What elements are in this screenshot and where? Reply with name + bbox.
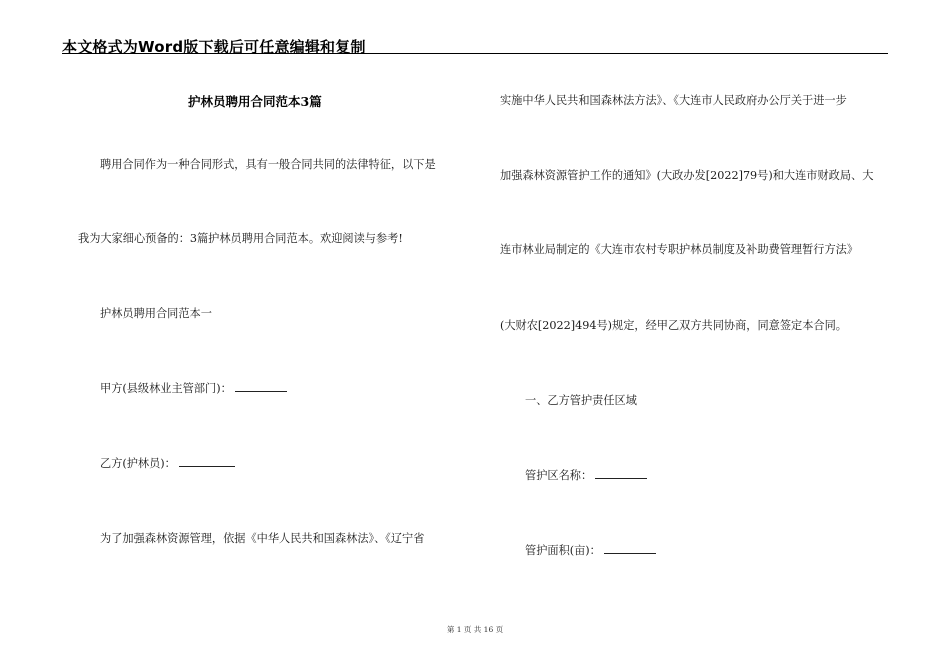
section-title-contract-1: 护林员聘用合同范本一 [100,307,212,320]
party-a-label: 甲方(县级林业主管部门)： [100,382,232,395]
area-size-label: 管护面积(亩)： [525,544,601,557]
area-size-blank [604,543,656,554]
party-b-label: 乙方(护林员)： [100,457,176,470]
area-size-field [525,542,656,558]
document-title: 护林员聘用合同范本3篇 [188,94,322,109]
intro-line-2: 我为大家细心预备的：3篇护林员聘用合同范本。欢迎阅读与参考! [78,232,403,245]
clause-1-heading: 一、乙方管护责任区域 [525,394,637,407]
party-a-blank [235,381,287,392]
party-a-field [100,380,287,396]
legal-basis-line-5: (大财农[2022]494号)规定，经甲乙双方共同协商，同意签定本合同。 [500,319,847,332]
area-name-blank [595,468,647,479]
legal-basis-line-3: 加强森林资源管护工作的通知》(大政办发[2022]79号)和大连市财政局、大 [500,169,874,182]
page-number: 第 1 页 共 16 页 [446,625,504,634]
area-name-field [525,467,647,483]
legal-basis-line-4: 连市林业局制定的《大连市农村专职护林员制度及补助费管理暂行方法》 [500,243,859,256]
party-b-blank [179,456,235,467]
intro-line-1: 聘用合同作为一种合同形式，具有一般合同共同的法律特征，以下是 [100,158,436,171]
party-b-field [100,455,235,471]
legal-basis-line-2: 实施中华人民共和国森林法方法》、《大连市人民政府办公厅关于进一步 [500,94,847,107]
legal-basis-line-1: 为了加强森林资源管理，依据《中华人民共和国森林法》、《辽宁省 [100,532,425,545]
area-name-label: 管护区名称： [525,469,593,482]
banner-divider [62,53,888,54]
document-banner: 本文格式为Word版下载后可任意编辑和复制 [62,38,366,56]
